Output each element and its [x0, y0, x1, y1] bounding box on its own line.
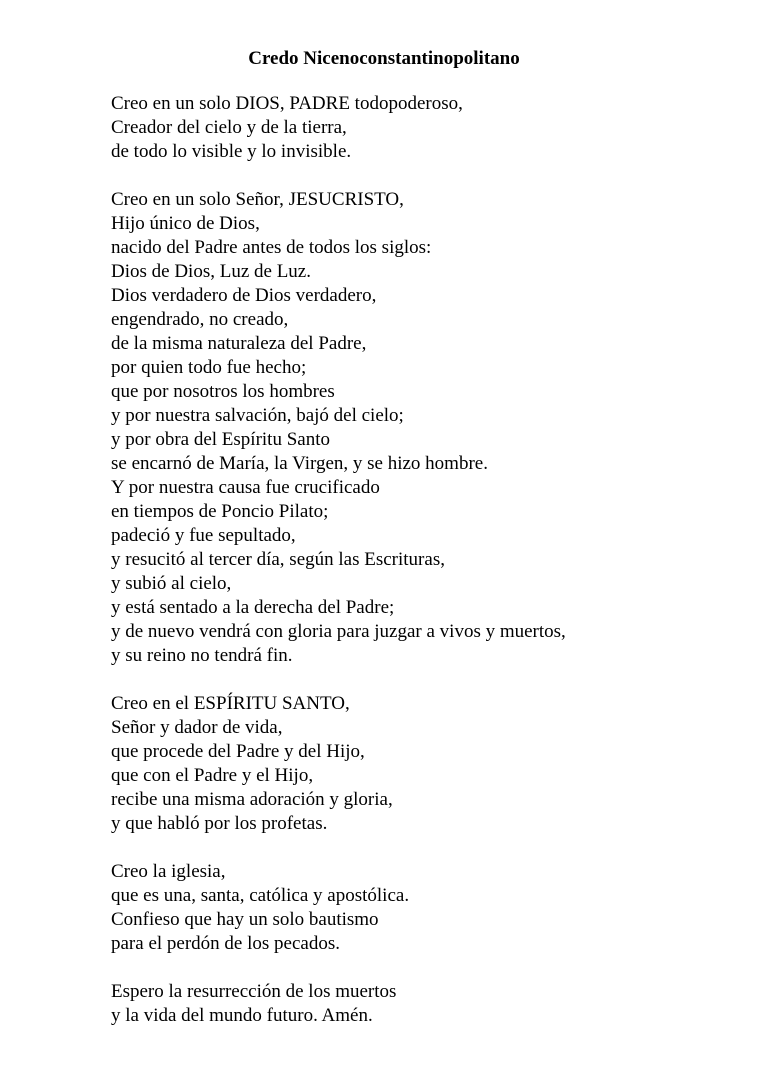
text-line: se encarnó de María, la Virgen, y se hizo hombre. [111, 453, 488, 474]
stanza-father [111, 92, 751, 164]
text-line: y su reino no tendrá fin. [111, 645, 293, 666]
text-line: Creo en un solo Señor, JESUCRISTO, [111, 189, 404, 210]
text-line: que es una, santa, católica y apostólica. [111, 885, 410, 906]
text-line: de todo lo visible y lo invisible. [111, 141, 352, 162]
text-line: Y por nuestra causa fue crucificado [111, 477, 380, 498]
text-line: Creador del cielo y de la tierra, [111, 117, 347, 138]
text-line: que procede del Padre y del Hijo, [111, 741, 365, 762]
text-line: y por obra del Espíritu Santo [111, 429, 330, 450]
stanza-holy-spirit [111, 692, 751, 836]
document-title: Credo Nicenoconstantinopolitano [248, 48, 520, 69]
text-line: Creo en el ESPÍRITU SANTO, [111, 693, 350, 714]
text-line: Señor y dador de vida, [111, 717, 283, 738]
text-line: padeció y fue sepultado, [111, 525, 296, 546]
stanza-church [111, 860, 751, 956]
text-line: y resucitó al tercer día, según las Escrituras, [111, 549, 445, 570]
text-line: recibe una misma adoración y gloria, [111, 789, 393, 810]
text-line: y la vida del mundo futuro. Amén. [111, 1005, 373, 1026]
text-line: Dios de Dios, Luz de Luz. [111, 261, 311, 282]
text-line: de la misma naturaleza del Padre, [111, 333, 367, 354]
text-line: nacido del Padre antes de todos los siglos: [111, 237, 432, 258]
text-line: para el perdón de los pecados. [111, 933, 340, 954]
text-line: que por nosotros los hombres [111, 381, 335, 402]
text-line: engendrado, no creado, [111, 309, 289, 330]
text-line: Creo la iglesia, [111, 861, 226, 882]
text-line: y que habló por los profetas. [111, 813, 328, 834]
text-line: en tiempos de Poncio Pilato; [111, 501, 329, 522]
document-body [111, 92, 751, 1052]
text-line: por quien todo fue hecho; [111, 357, 307, 378]
text-line: Creo en un solo DIOS, PADRE todopoderoso, [111, 93, 463, 114]
stanza-son [111, 188, 751, 668]
text-line: y de nuevo vendrá con gloria para juzgar a vivos y muertos, [111, 621, 566, 642]
text-line: Hijo único de Dios, [111, 213, 260, 234]
text-line: Dios verdadero de Dios verdadero, [111, 285, 377, 306]
text-line: y por nuestra salvación, bajó del cielo; [111, 405, 404, 426]
text-line: Confieso que hay un solo bautismo [111, 909, 379, 930]
text-line: y está sentado a la derecha del Padre; [111, 597, 395, 618]
text-line: Espero la resurrección de los muertos [111, 981, 397, 1002]
text-line: y subió al cielo, [111, 573, 232, 594]
stanza-resurrection [111, 980, 751, 1028]
text-line: que con el Padre y el Hijo, [111, 765, 314, 786]
